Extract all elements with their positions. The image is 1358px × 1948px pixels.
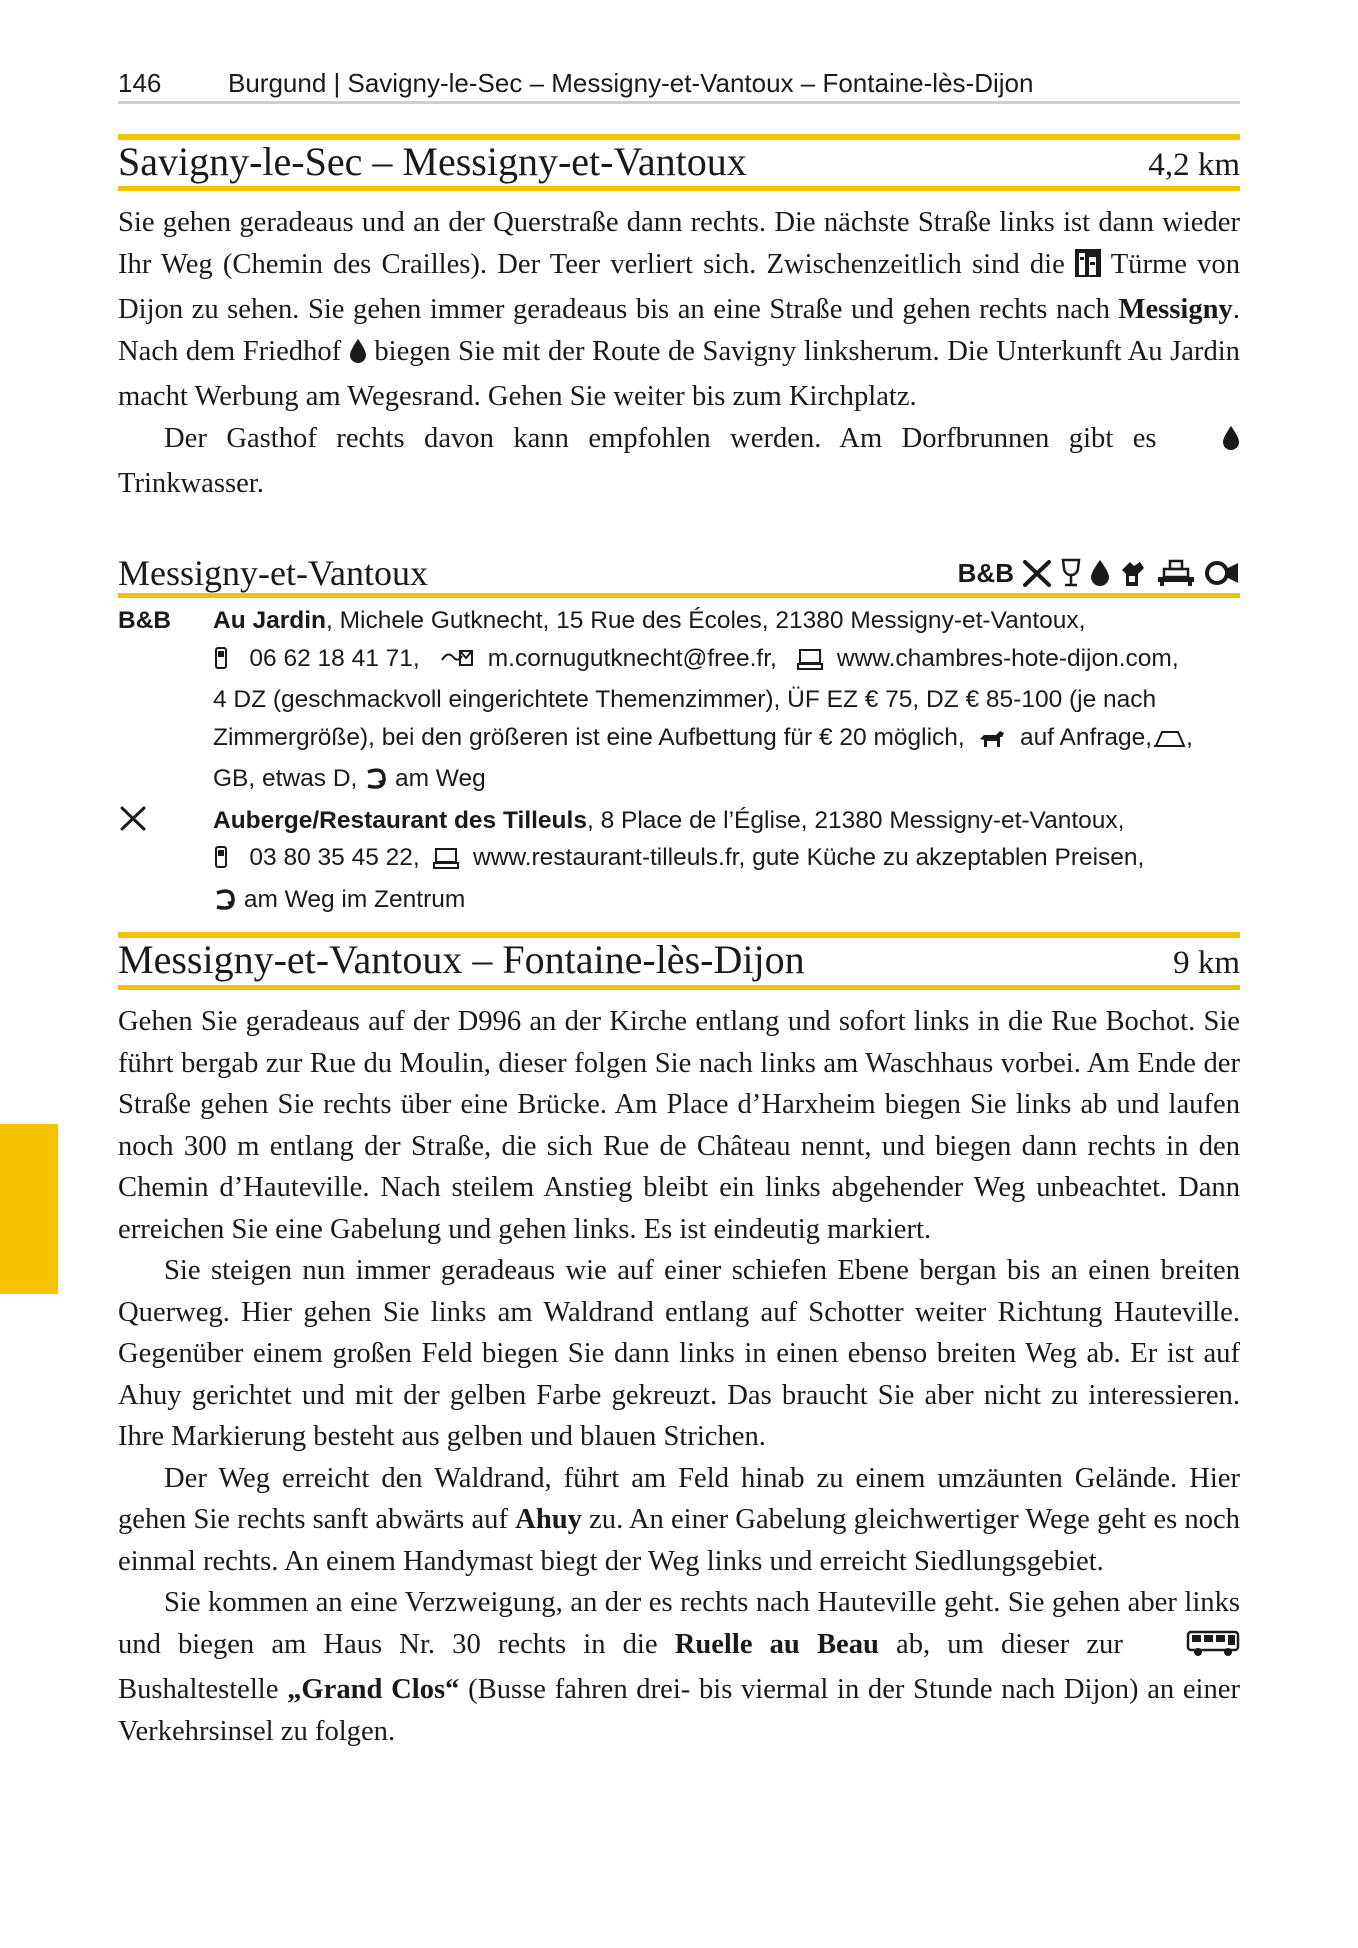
section2-paragraph-2: Sie steigen nun immer geradeaus wie auf einer schiefen Ebene bergan bis an einen breiten Querweg. Hier gehen Sie links am Waldrand entlang auf Schotter weiter Richtung Hauteville. Gegenüber einem großen Feld biegen Sie dann links in einen ebenso breiten Weg ab. Er ist auf Ahuy gerichtet und mit der gelben Farbe gekreuzt. Das braucht Sie aber nicht zu interessieren. Ihre Markierung besteht aus gelben und blauen Strichen. bbox=[118, 1255, 1240, 1452]
section1-paragraph-2: Der Gasthof rechts davon kann empfohlen werden. Am Dorfbrunnen gibt es Trinkwasser. bbox=[118, 418, 1240, 505]
section2-paragraph-1: Gehen Sie geradeaus auf der D996 an der Kirche entlang und sofort links in die Rue Bochot. Sie führt bergab zur Rue du Moulin, dieser folgen Sie nach links am Waschhaus vorbei. Am Ende der Straße gehen Sie rechts über eine Brücke. Am Place d’Harxheim biegen Sie links ab und laufen noch 300 m entlang der Straße, die sich Rue de Château nennt, und biegen dann rechts in den Chemin d’Hauteville. Nach steilem Anstieg bleibt ein links abgehender Weg unbeachtet. Dann erreichen Sie eine Gabelung und gehen links. Es ist eindeutig markiert. bbox=[118, 1006, 1240, 1245]
listing-bnb-location: am Weg bbox=[394, 765, 486, 792]
water-drop-icon bbox=[1090, 559, 1110, 587]
listing-restaurant-location: am Weg im Zentrum bbox=[243, 885, 466, 913]
section1-heading bbox=[118, 138, 1240, 185]
place-ahuy: Ahuy bbox=[515, 1504, 582, 1535]
listings bbox=[118, 602, 1240, 922]
bnb-label: B&B bbox=[957, 557, 1014, 588]
email-icon bbox=[440, 644, 474, 682]
bus-stop-grand-clos: „Grand Clos“ bbox=[287, 1674, 460, 1705]
listing-bnb-email[interactable]: m.cornugutknecht@free.fr, bbox=[487, 644, 777, 672]
header-divider bbox=[118, 101, 1240, 104]
water-drop-icon bbox=[1176, 422, 1240, 464]
wine-glass-icon bbox=[1060, 558, 1082, 588]
listing-restaurant bbox=[118, 802, 1240, 923]
section2-paragraph-3: Der Weg erreicht den Waldrand, führt am Feld hinab zu einem umzäunten Gelände. Hier gehen Sie rechts sanft abwärts auf Ahuy zu. An einer Gabelung gleichwertiger Wege geht es noch einmal rechts. An einem Handymast biegt der Weg links und erreicht Siedlungsgebiet. bbox=[118, 1462, 1240, 1577]
computer-icon bbox=[433, 843, 459, 881]
water-drop-icon bbox=[349, 335, 367, 377]
town-amenity-icons bbox=[958, 558, 1240, 589]
section1-bottom-rule bbox=[118, 186, 1240, 191]
listing-bnb-details-4: GB, etwas D, bbox=[213, 765, 358, 792]
town-name: Messigny-et-Vantoux bbox=[118, 553, 428, 593]
section2-heading bbox=[118, 936, 1240, 983]
listing-bnb-name: Au Jardin bbox=[213, 607, 326, 634]
listing-bnb-details-2: Zimmergröße), bei den größeren ist eine Aufbettung für € 20 möglich, bbox=[213, 723, 965, 751]
listing-bnb: B&B Au Jardin, Michele Gutknecht, 15 Rue des Écoles, 21380 Messigny-et-Vantoux, 06 62 18 41 71, m.cornugutknecht@free.fr, www.chambres-hote-dijon.com, 4 DZ (geschmackvoll eingerichtete Themenzimmer), ÜF EZ € 75, DZ € 85-100 (je nach Zimmergröße), bei den größeren ist eine Aufbettung für € 20 möglich, auf Anfrage, , GB, etwas D, am Weg bbox=[118, 602, 1240, 802]
arrow-right-icon bbox=[364, 764, 388, 802]
listing-bnb-web[interactable]: www.chambres-hote-dijon.com, bbox=[836, 644, 1179, 672]
town-heading bbox=[118, 552, 1240, 594]
section2-paragraph-4: Sie kommen an eine Verzweigung, an der es rechts nach Hauteville geht. Sie gehen aber links und biegen am Haus Nr. 30 rechts in die Ruelle au Beau ab, um dieser zur Bushaltestelle „Grand Clos“ (Busse fahren drei- bis viermal in der Stunde nach Dijon) an einer Verkehrsinsel zu folgen. bbox=[118, 1587, 1241, 1747]
listing-restaurant-name: Auberge/Restaurant des Tilleuls bbox=[213, 806, 587, 834]
atm-icon bbox=[1156, 559, 1196, 587]
listing-restaurant-label bbox=[118, 802, 213, 923]
pharmacy-icon bbox=[1118, 558, 1148, 588]
post-horn-icon bbox=[1204, 559, 1240, 587]
section1-text bbox=[118, 202, 1240, 505]
street-ruelle-au-beau: Ruelle au Beau bbox=[674, 1628, 879, 1660]
chapter-tab bbox=[0, 1124, 58, 1294]
running-head bbox=[118, 68, 1240, 99]
lunchbox-icon bbox=[1152, 723, 1186, 761]
listing-restaurant-address: , 8 Place de l’Église, 21380 Messigny-et-Vantoux, bbox=[586, 806, 1125, 834]
section2-bottom-rule bbox=[118, 985, 1240, 990]
section2-title: Messigny-et-Vantoux – Fontaine-lès-Dijon bbox=[118, 937, 805, 982]
place-messigny: Messigny bbox=[1118, 294, 1233, 325]
mobile-phone-icon bbox=[213, 843, 229, 881]
listing-bnb-details-3: auf Anfrage, bbox=[1019, 723, 1153, 751]
page-number: 146 bbox=[118, 68, 162, 98]
listing-bnb-address: , Michele Gutknecht, 15 Rue des Écoles, 21380 Messigny-et-Vantoux, bbox=[326, 607, 1086, 634]
listing-bnb-phone: 06 62 18 41 71, bbox=[249, 644, 420, 672]
section1-paragraph-1: Sie gehen geradeaus und an der Querstraße dann rechts. Die nächste Straße links ist dann wieder Ihr Weg (Chemin des Crailles). Der Teer verliert sich. Zwischenzeitlich sind die Türme von Dijon zu sehen. Sie gehen immer geradeaus bis an eine Straße und gehen rechts nach Messigny. Nach dem Friedhof biegen Sie mit der Route de Savigny linksherum. Die Unterkunft Au Jardin macht Werbung am Wegesrand. Gehen Sie weiter bis zum Kirchplatz. bbox=[118, 207, 1240, 412]
running-title: Burgund | Savigny-le-Sec – Messigny-et-Vantoux – Fontaine-lès-Dijon bbox=[228, 68, 1034, 98]
section2-text bbox=[118, 1001, 1240, 1752]
section1-distance: 4,2 km bbox=[1148, 147, 1240, 183]
cutlery-icon bbox=[118, 804, 148, 844]
listing-bnb-label: B&B bbox=[118, 607, 172, 634]
computer-icon bbox=[797, 644, 823, 682]
mobile-phone-icon bbox=[213, 644, 229, 682]
bus-icon bbox=[1140, 1628, 1240, 1670]
arrow-right-icon bbox=[213, 885, 237, 923]
skyline-icon bbox=[1075, 248, 1101, 290]
cutlery-icon bbox=[1022, 559, 1052, 587]
dog-icon bbox=[978, 723, 1006, 761]
listing-restaurant-web[interactable]: www.restaurant-tilleuls.fr, gute Küche zu akzeptablen Preisen, bbox=[472, 844, 1145, 871]
section1-title: Savigny-le-Sec – Messigny-et-Vantoux bbox=[118, 139, 747, 184]
town-rule bbox=[118, 593, 1240, 598]
listing-restaurant-phone: 03 80 35 45 22, bbox=[249, 844, 420, 871]
listing-bnb-details-1: 4 DZ (geschmackvoll eingerichtete Themenzimmer), ÜF EZ € 75, DZ € 85-100 (je nach bbox=[213, 686, 1157, 713]
section2-distance: 9 km bbox=[1173, 945, 1240, 981]
